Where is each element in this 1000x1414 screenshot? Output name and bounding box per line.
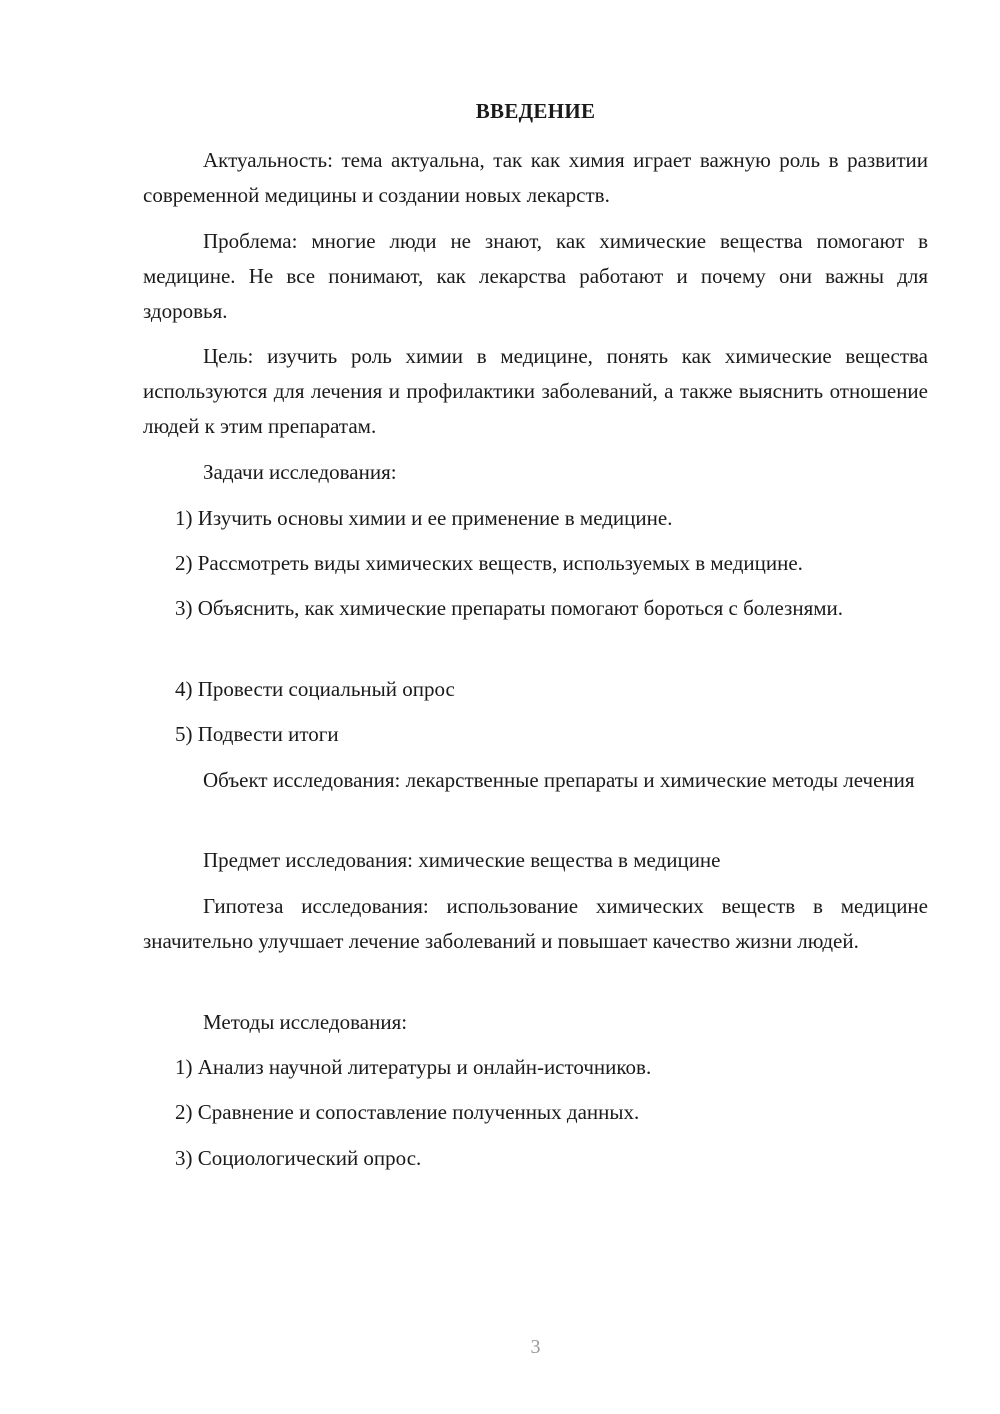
task-item-text: 5) Подвести итоги	[175, 722, 339, 746]
hypothesis-text: Гипотеза исследования: использование химических веществ в медицине значительно улучшает лечение заболеваний и повышает качество жизни людей.	[143, 894, 928, 953]
task-item-3	[143, 591, 928, 626]
task-item-text: 1) Изучить основы химии и ее применение в медицине.	[175, 506, 673, 530]
page-number: 3	[530, 1336, 541, 1358]
method-item-1	[143, 1050, 928, 1085]
method-item-2	[143, 1095, 928, 1130]
task-item-2	[143, 546, 928, 581]
method-item-text: 1) Анализ научной литературы и онлайн-источников.	[175, 1055, 652, 1079]
method-item-3	[143, 1141, 928, 1176]
problem-text: Проблема: многие люди не знают, как химические вещества помогают в медицине. Не все понимают, как лекарства работают и почему они важны для здоровья.	[143, 229, 928, 323]
problem-paragraph	[143, 224, 928, 329]
relevance-paragraph	[143, 143, 928, 213]
methods-heading	[143, 1005, 928, 1040]
object-paragraph	[143, 763, 928, 798]
tasks-heading	[143, 455, 928, 490]
relevance-text: Актуальность: тема актуальна, так как химия играет важную роль в развитии современной медицины и создании новых лекарств.	[143, 148, 928, 207]
task-item-text: 3) Объяснить, как химические препараты помогают бороться с болезнями.	[175, 596, 844, 620]
task-item-4	[143, 672, 928, 707]
hypothesis-paragraph	[143, 889, 928, 959]
task-item-1	[143, 501, 928, 536]
method-item-text: 2) Сравнение и сопоставление полученных данных.	[175, 1100, 640, 1124]
subject-text: Предмет исследования: химические вещества в медицине	[203, 848, 721, 872]
method-item-text: 3) Социологический опрос.	[175, 1146, 422, 1170]
methods-heading-text: Методы исследования:	[203, 1010, 408, 1034]
task-item-text: 2) Рассмотреть виды химических веществ, используемых в медицине.	[175, 551, 803, 575]
page-title: ВВЕДЕНИЕ	[475, 99, 596, 123]
task-item-text: 4) Провести социальный опрос	[175, 677, 455, 701]
object-text: Объект исследования: лекарственные препараты и химические методы лечения	[203, 768, 915, 792]
subject-paragraph	[143, 843, 928, 878]
goal-paragraph	[143, 339, 928, 444]
tasks-heading-text: Задачи исследования:	[203, 460, 397, 484]
goal-text: Цель: изучить роль химии в медицине, понять как химические вещества используются для лечения и профилактики заболеваний, а также выяснить отношение людей к этим препаратам.	[143, 344, 928, 438]
task-item-5	[143, 717, 928, 752]
